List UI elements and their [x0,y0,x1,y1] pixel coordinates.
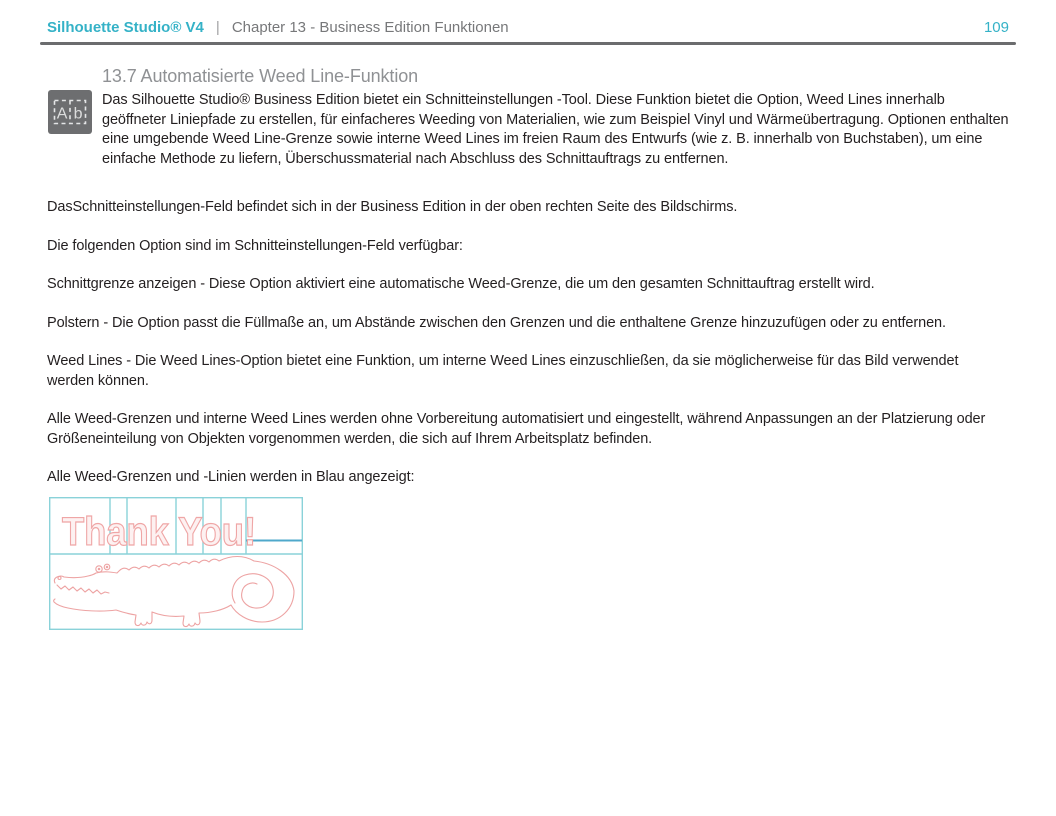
alligator-nostril [58,576,61,579]
alligator-tail-spiral [232,573,273,607]
alligator-pupil [98,568,99,569]
section-title: 13.7 Automatisierte Weed Line-Funktion [102,66,419,86]
icon-letter-a: A [56,105,68,123]
page-header [47,19,1009,36]
paragraph-panel-location: DasSchnitteinstellungen-Feld befindet sich in der Business Edition in der oben rechten Seite des Bildschirms. [47,199,738,215]
alligator-teeth [57,585,109,594]
chapter-title: Chapter 13 - Business Edition Funktionen [231,19,509,36]
header-divider-glyph: | [215,19,220,36]
weed-lines-example-figure [49,497,303,630]
alligator-eye [104,564,110,570]
paragraph-blue-display: Alle Weed-Grenzen und -Linien werden in Blau angezeigt: [47,469,415,485]
thank-you-outline-text: Thank You! [62,509,256,554]
intro-paragraph: Das Silhouette Studio® Business Edition bietet ein Schnitteinstellungen -Tool. Diese Funktion bietet die Option, Weed Lines innerhalb geöffneter Liniepfade zu erstellen, für einfacheres Weeding von Materialien, wie zum Beispiel Vinyl und Wärmeübertragung. Optionen enthalten eine umgebende Weed Line-Grenze sowie interne Weed Lines im freien Raum des Entwurfs (wie z. B. innerhalb von Buchstaben), um eine einfache Methode zu liefern, Überschussmaterial nach Abschluss des Schnittauftrags zu entfernen. [102,92,1009,167]
weed-line-ab-icon [48,90,92,134]
paragraph-polstern: Polstern - Die Option passt die Füllmaße an, um Abstände zwischen den Grenzen und die enthaltene Grenze hinzuzufügen oder zu entfernen. [47,314,946,331]
page-number: 109 [983,19,1009,36]
paragraph-schnittgrenze: Schnittgrenze anzeigen - Diese Option aktiviert eine automatische Weed-Grenze, die um den gesamten Schnittauftrag erstellt wird. [47,276,875,292]
alligator-pupil [106,566,107,567]
icon-letter-b: b [73,105,83,123]
brand-title: Silhouette Studio® V4 [47,19,204,36]
paragraph-weed-lines: Weed Lines - Die Weed Lines-Option bietet eine Funktion, um interne Weed Lines einzuschließen, da sie möglicherweise für das Bild verwendet werden können. [47,353,959,389]
alligator-design [54,556,294,626]
alligator-eye [96,565,102,571]
header-rule [40,42,1016,45]
section-intro [47,64,1009,174]
paragraph-automation: Alle Weed-Grenzen und interne Weed Lines werden ohne Vorbereitung automatisiert und eingestellt, während Anpassungen an der Platzierung oder Größeneinteilung von Objekten vorgenommen werden, die sich auf Ihrem Arbeitsplatz befinden. [47,411,986,447]
paragraph-options-available: Die folgenden Option sind im Schnitteinstellungen-Feld verfügbar: [47,237,463,254]
page-content [47,64,1009,630]
alligator-body-outline [54,556,294,626]
